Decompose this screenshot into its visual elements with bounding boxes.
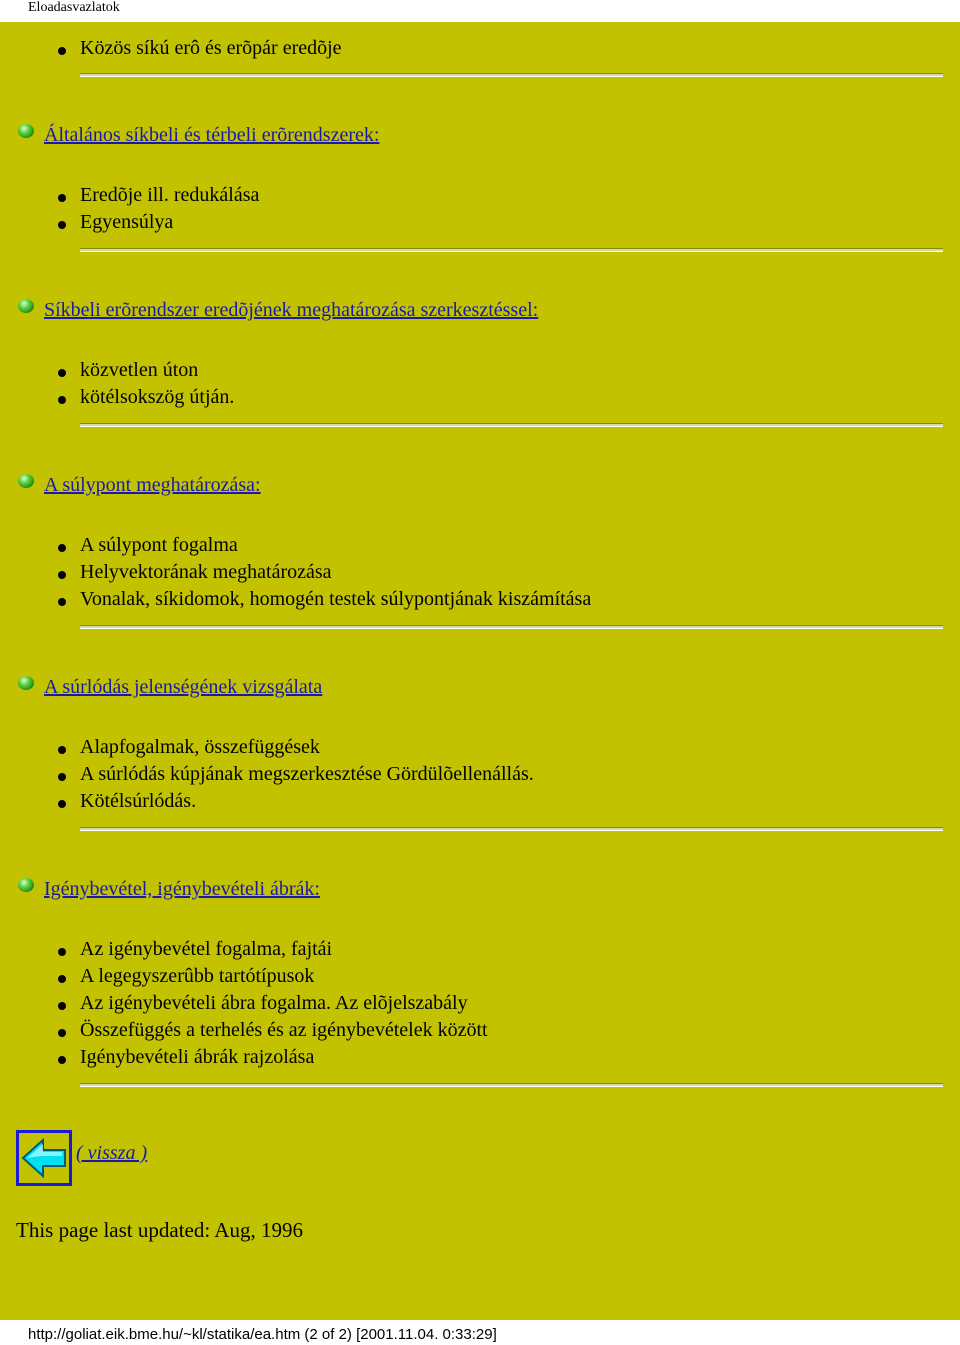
window-title: Eloadasvazlatok bbox=[28, 0, 120, 15]
divider bbox=[80, 424, 943, 427]
list-item: A súrlódás kúpjának megszerkesztése Gördülõellenállás. bbox=[58, 761, 534, 788]
intro-list bbox=[58, 35, 342, 62]
list-item: Egyensúlya bbox=[58, 209, 259, 236]
list-item: Eredõje ill. redukálása bbox=[58, 182, 259, 209]
list-item: A súlypont fogalma bbox=[58, 532, 591, 559]
list-item: Közös síkú erô és erõpár eredõje bbox=[58, 35, 342, 62]
section-link-general-force-systems[interactable]: Általános síkbeli és térbeli erõrendszerek: bbox=[44, 124, 380, 146]
divider bbox=[80, 828, 943, 831]
section-list bbox=[58, 357, 234, 411]
bullet-icon bbox=[58, 396, 66, 404]
page-url: http://goliat.eik.bme.hu/~kl/statika/ea.htm (2 of 2) [2001.11.04. 0:33:29] bbox=[28, 1326, 497, 1343]
bullet-icon bbox=[58, 1002, 66, 1010]
section-list bbox=[58, 936, 488, 1071]
section-link-friction[interactable]: A súrlódás jelenségének vizsgálata bbox=[44, 676, 323, 698]
bullet-icon bbox=[58, 1029, 66, 1037]
green-ball-icon bbox=[18, 676, 34, 690]
back-link[interactable]: ( vissza ) bbox=[76, 1142, 148, 1164]
bullet-icon bbox=[58, 800, 66, 808]
bullet-icon bbox=[58, 773, 66, 781]
bullet-icon bbox=[58, 746, 66, 754]
section-list bbox=[58, 182, 259, 236]
last-updated: This page last updated: Aug, 1996 bbox=[16, 1218, 303, 1242]
section-link-internal-forces[interactable]: Igénybevétel, igénybevételi ábrák: bbox=[44, 878, 320, 900]
section-link-centroid[interactable]: A súlypont meghatározása: bbox=[44, 474, 261, 496]
section-list bbox=[58, 532, 591, 613]
bullet-icon bbox=[58, 221, 66, 229]
green-ball-icon bbox=[18, 878, 34, 892]
green-ball-icon bbox=[18, 299, 34, 313]
bullet-icon bbox=[58, 194, 66, 202]
bullet-icon bbox=[58, 1056, 66, 1064]
list-item: Kötélsúrlódás. bbox=[58, 788, 534, 815]
divider bbox=[80, 249, 943, 252]
list-item: Vonalak, síkidomok, homogén testek súlypontjának kiszámítása bbox=[58, 586, 591, 613]
list-item: Igénybevételi ábrák rajzolása bbox=[58, 1044, 488, 1071]
bullet-icon bbox=[58, 975, 66, 983]
bullet-icon bbox=[58, 544, 66, 552]
window-title-bar bbox=[0, 0, 960, 22]
divider bbox=[80, 626, 943, 629]
section-list bbox=[58, 734, 534, 815]
list-item: Az igénybevétel fogalma, fajtái bbox=[58, 936, 488, 963]
bullet-icon bbox=[58, 571, 66, 579]
bullet-icon bbox=[58, 598, 66, 606]
back-button[interactable] bbox=[16, 1130, 72, 1186]
print-footer bbox=[0, 1320, 960, 1345]
list-item: Az igénybevételi ábra fogalma. Az elõjelszabály bbox=[58, 990, 488, 1017]
bullet-icon bbox=[58, 47, 66, 55]
list-item: közvetlen úton bbox=[58, 357, 234, 384]
list-item: Alapfogalmak, összefüggések bbox=[58, 734, 534, 761]
list-item: A legegyszerûbb tartótípusok bbox=[58, 963, 488, 990]
list-item: Összefüggés a terhelés és az igénybevételek között bbox=[58, 1017, 488, 1044]
green-ball-icon bbox=[18, 124, 34, 138]
bullet-icon bbox=[58, 369, 66, 377]
list-item: kötélsokszög útján. bbox=[58, 384, 234, 411]
green-ball-icon bbox=[18, 474, 34, 488]
list-item: Helyvektorának meghatározása bbox=[58, 559, 591, 586]
back-arrow-icon bbox=[21, 1137, 67, 1179]
page-content bbox=[0, 22, 960, 1320]
divider bbox=[80, 74, 943, 77]
bullet-icon bbox=[58, 948, 66, 956]
divider bbox=[80, 1084, 943, 1087]
section-link-plane-resultant[interactable]: Síkbeli erõrendszer eredõjének meghatározása szerkesztéssel: bbox=[44, 299, 539, 321]
